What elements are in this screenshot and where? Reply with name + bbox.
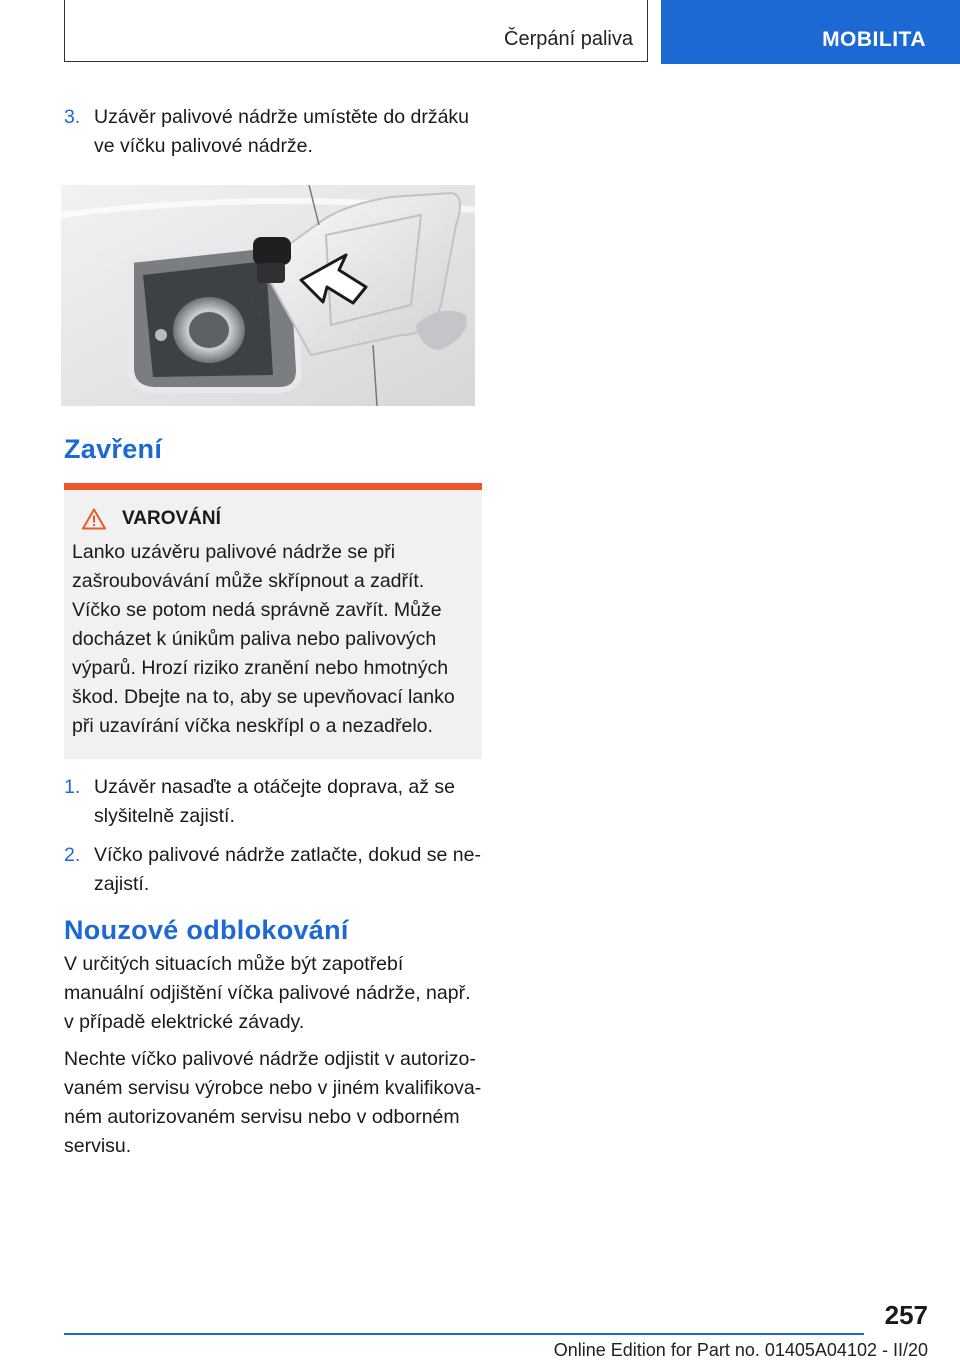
- page-number: 257: [884, 1300, 928, 1330]
- header-section-box: [64, 0, 648, 62]
- content-column: [64, 103, 482, 1161]
- close-steps-list: [64, 773, 482, 899]
- step-text: Uzávěr nasaďte a otáčejte doprava, až se slyšitelně zajistí.: [94, 776, 456, 827]
- section-heading-close: Zavření: [64, 434, 163, 464]
- header-chapter-tab: [661, 0, 960, 64]
- step-text: Uzávěr palivové nádrže umístěte do držáku ve víčku palivové nádrže.: [94, 106, 470, 157]
- step-number: 1.: [64, 776, 81, 798]
- warning-header: [82, 508, 474, 530]
- header-section-title: Čerpání paliva: [504, 28, 633, 50]
- fuel-filler-figure: [61, 185, 475, 406]
- footer-divider: [64, 1333, 864, 1335]
- step-number: 2.: [64, 844, 81, 866]
- footer-edition-text: Online Edition for Part no. 01405A04102 - II/20: [553, 1340, 928, 1360]
- step-text: Víčko palivové nádrže zatlačte, dokud se nezajistí.: [94, 844, 481, 895]
- step-item: [64, 841, 482, 899]
- warning-triangle-icon: [82, 508, 106, 530]
- warning-title: VAROVÁNÍ: [122, 508, 221, 529]
- section-heading-emergency-release: Nouzové odblokování: [64, 915, 349, 945]
- header-chapter-title: MOBILITA: [822, 28, 926, 51]
- step-item: [64, 773, 482, 831]
- warning-box: [64, 483, 482, 759]
- paragraph: V určitých situacích může být zapotřebí manuální odjištění víčka palivové nádrže, např. v případě elektrické závady.: [64, 953, 471, 1033]
- warning-text: Lanko uzávěru palivové nádrže se při zašroubovávání může skřípnout a zadřít. Víčko se potom nedá správně zavřít. Může docházet k únikům paliva nebo palivových výparů. Hrozí riziko zranění nebo hmotných škod. Dbejte na to, aby se upevňovací lanko při uzavírání víčka neskřípl o a nezadřelo.: [72, 541, 455, 737]
- step-item: [64, 103, 482, 161]
- paragraph: Nechte víčko palivové nádrže odjistit v autorizovaném servisu výrobce nebo v jiném kvalifikovaném autorizovaném servisu nebo v odborném servisu.: [64, 1048, 482, 1157]
- fuel-filler-cap-arrow-illustration: [61, 185, 475, 406]
- step-number: 3.: [64, 106, 81, 128]
